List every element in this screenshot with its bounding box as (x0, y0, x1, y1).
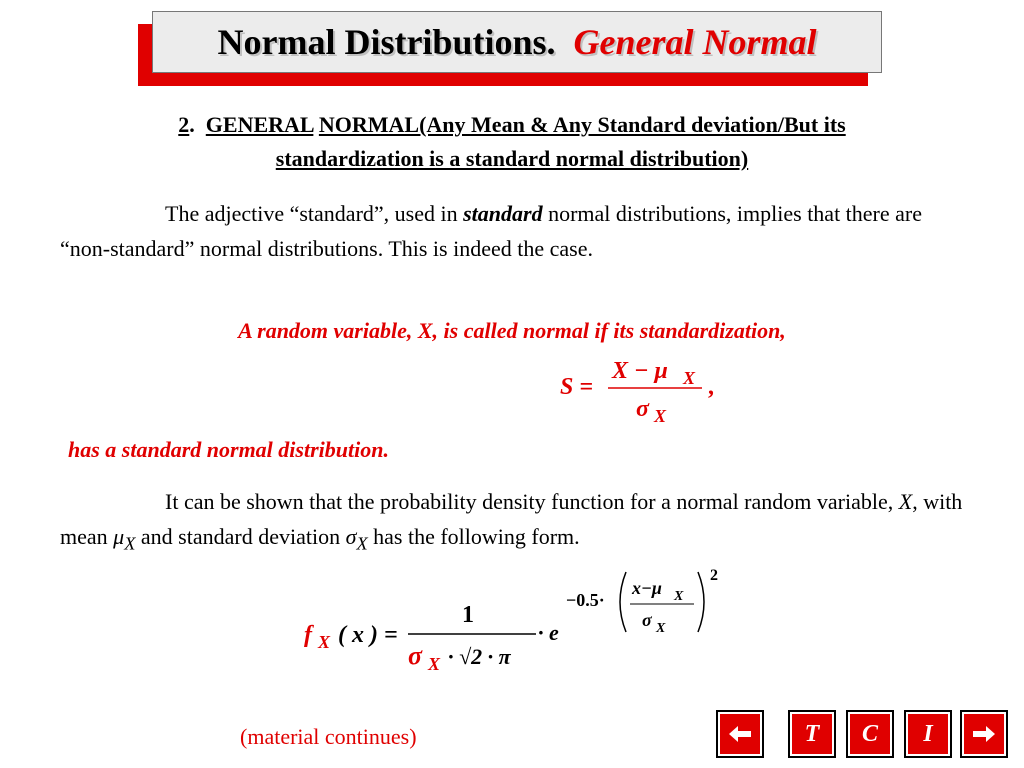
material-continues-note: (material continues) (240, 724, 417, 749)
pdf-exp-den-sub: X (656, 621, 666, 636)
section-heading-line2 (60, 146, 964, 172)
pdf-num: 1 (462, 602, 474, 628)
pdf-left-paren (620, 572, 626, 632)
toc-button[interactable] (788, 710, 836, 758)
contents-button[interactable] (846, 710, 894, 758)
next-button[interactable] (960, 710, 1008, 758)
paragraph-1 (60, 196, 964, 266)
para2-x: X (898, 489, 913, 514)
pdf-exp-pow: 2 (710, 567, 718, 584)
pdf-den-sub: X (428, 654, 441, 674)
formula1-num: X − μ (612, 358, 668, 384)
red-statement: A random variable, X, is called normal if its standardization, (238, 318, 786, 343)
section-number: 2 (178, 112, 190, 137)
contents-label: C (861, 720, 878, 747)
pdf-exp-num: x−μ (632, 578, 662, 598)
section-heading-line1 (60, 112, 964, 138)
pdf-exp-num-sub: X (674, 589, 684, 604)
para2-before: It can be shown that the probability density function for a normal random variable, (165, 489, 899, 514)
para1-before: The adjective “standard”, used in (165, 201, 464, 226)
heading-rest: NORMAL(Any Mean & Any Standard deviation/But its (318, 112, 846, 137)
para2-mid2: and standard deviation (135, 524, 346, 549)
toc-label: T (804, 720, 820, 747)
title-main: Normal Distributions. (217, 22, 556, 62)
arrow-right-icon (971, 724, 997, 744)
index-button[interactable] (904, 710, 952, 758)
para1-after: normal distributions, implies that there are “non-standard” normal distributions. This is indeed the case. (60, 201, 923, 261)
section-dot: . (189, 112, 195, 137)
para2-sigma: σ (345, 524, 357, 549)
pdf-f: f (304, 622, 312, 648)
prev-button[interactable] (716, 710, 764, 758)
para2-mu: μ (113, 524, 125, 549)
formula1-den-sub: X (654, 406, 667, 426)
para1-emph: standard (463, 201, 543, 226)
pdf-exp-den: σ (642, 610, 652, 630)
formula1-lhs: S = (560, 374, 594, 400)
pdf-times-e: · e (538, 620, 559, 645)
para2-mu-sub: X (124, 533, 136, 554)
title-sub: General Normal (573, 22, 817, 62)
title-box (152, 11, 882, 73)
pdf-den-rest: · √2 · π (448, 644, 511, 669)
pdf-exp-coef: −0.5· (566, 590, 605, 610)
formula1-comma: , (708, 374, 714, 400)
pdf-den-sigma: σ (408, 641, 423, 670)
index-label: I (923, 720, 933, 747)
para2-sigma-sub: X (356, 533, 368, 554)
para2-mid1: , with mean (60, 489, 963, 549)
formula1-num-sub: X (683, 368, 696, 388)
pdf-arg: ( x ) = (338, 622, 398, 648)
formula1-den: σ (636, 396, 649, 422)
standardization-formula (550, 350, 750, 430)
paragraph-2 (60, 484, 964, 561)
arrow-left-icon (727, 724, 753, 744)
pdf-right-paren (698, 572, 704, 632)
pdf-formula (296, 562, 736, 682)
para2-after: has the following form. (367, 524, 580, 549)
red-statement-2: has a standard normal distribution. (68, 437, 389, 462)
pdf-f-sub: X (318, 632, 331, 652)
heading-word-general: GENERAL (205, 112, 314, 137)
heading-line2: standardization is a standard normal distribution) (275, 146, 749, 171)
